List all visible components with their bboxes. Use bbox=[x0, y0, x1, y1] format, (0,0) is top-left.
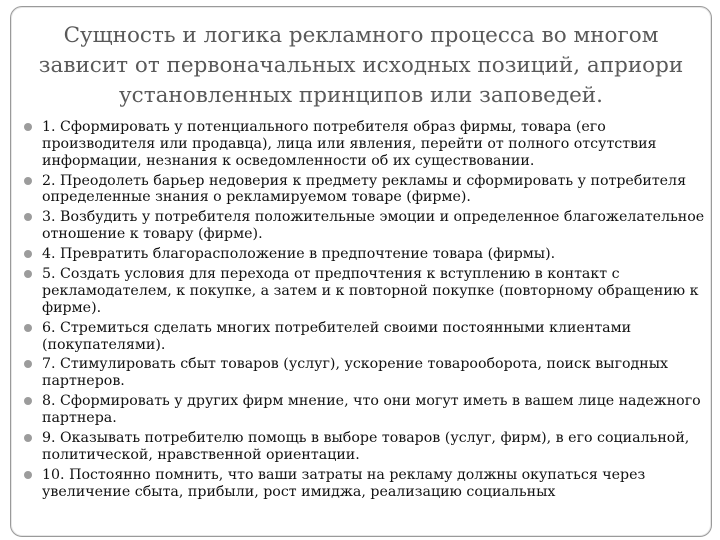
list-item bbox=[21, 393, 705, 427]
list-item-text: 7. Стимулировать сбыт товаров (услуг), ускорение товарооборота, поиск выгодных партнеров. bbox=[42, 356, 669, 390]
list-item bbox=[21, 266, 705, 316]
bullet-list bbox=[21, 119, 705, 504]
bullet-icon bbox=[24, 324, 32, 332]
list-item bbox=[21, 119, 705, 169]
list-item-text: 3. Возбудить у потребителя положительные эмоции и определенное благожелательное отношение к товару (фирме). bbox=[42, 209, 705, 243]
bullet-icon bbox=[24, 471, 32, 479]
list-item-text: 5. Создать условия для перехода от предпочтения к вступлению в контакт с рекламодателем, к покупке, а затем и к повторной покупке (повторному обращению к фирме). bbox=[42, 266, 699, 316]
list-item bbox=[21, 209, 705, 243]
list-item bbox=[21, 320, 705, 354]
bullet-icon bbox=[24, 434, 32, 442]
list-item bbox=[21, 246, 705, 263]
list-item-text: 9. Оказывать потребителю помощь в выборе товаров (услуг, фирм), в его социальной, политической, нравственной ориентации. bbox=[42, 430, 690, 463]
list-item-text: 4. Превратить благорасположение в предпочтение товара (фирмы). bbox=[42, 246, 556, 263]
list-item bbox=[21, 356, 705, 390]
bullet-icon bbox=[24, 397, 32, 405]
bullet-icon bbox=[24, 250, 32, 258]
title-line: установленных принципов или заповедей. bbox=[119, 83, 603, 108]
bullet-icon bbox=[24, 270, 32, 278]
bullet-icon bbox=[24, 123, 32, 131]
list-item-text: 1. Сформировать у потенциального потребителя образ фирмы, товара (его производителя или продавца), лица или явления, перейти от полного отсутствия информации, незнания к осведомленности об их существовании. bbox=[42, 119, 657, 169]
bullet-icon bbox=[24, 213, 32, 221]
list-item bbox=[21, 430, 705, 464]
list-item-text: 2. Преодолеть барьер недоверия к предмету рекламы и сформировать у потребителя определенные знания о рекламируемом товаре (фирме). bbox=[42, 172, 687, 206]
slide-frame bbox=[10, 6, 712, 537]
title-line: зависит от первоначальных исходных позиций, априори bbox=[38, 53, 684, 78]
list-item bbox=[21, 467, 705, 501]
list-item bbox=[21, 173, 705, 207]
slide-title bbox=[31, 21, 691, 111]
bullet-icon bbox=[24, 177, 32, 185]
title-line: Сущность и логика рекламного процесса во многом bbox=[63, 23, 659, 48]
list-item-text: 10. Постоянно помнить, что ваши затраты на рекламу должны окупаться через увеличение сбыта, прибыли, рост имиджа, реализацию социальных bbox=[42, 466, 646, 500]
list-item-text: 6. Стремиться сделать многих потребителей своими постоянными клиентами (покупателями). bbox=[42, 319, 632, 353]
bullet-icon bbox=[24, 360, 32, 368]
list-item-text: 8. Сформировать у других фирм мнение, что они могут иметь в вашем лице надежного партнера. bbox=[42, 393, 701, 427]
